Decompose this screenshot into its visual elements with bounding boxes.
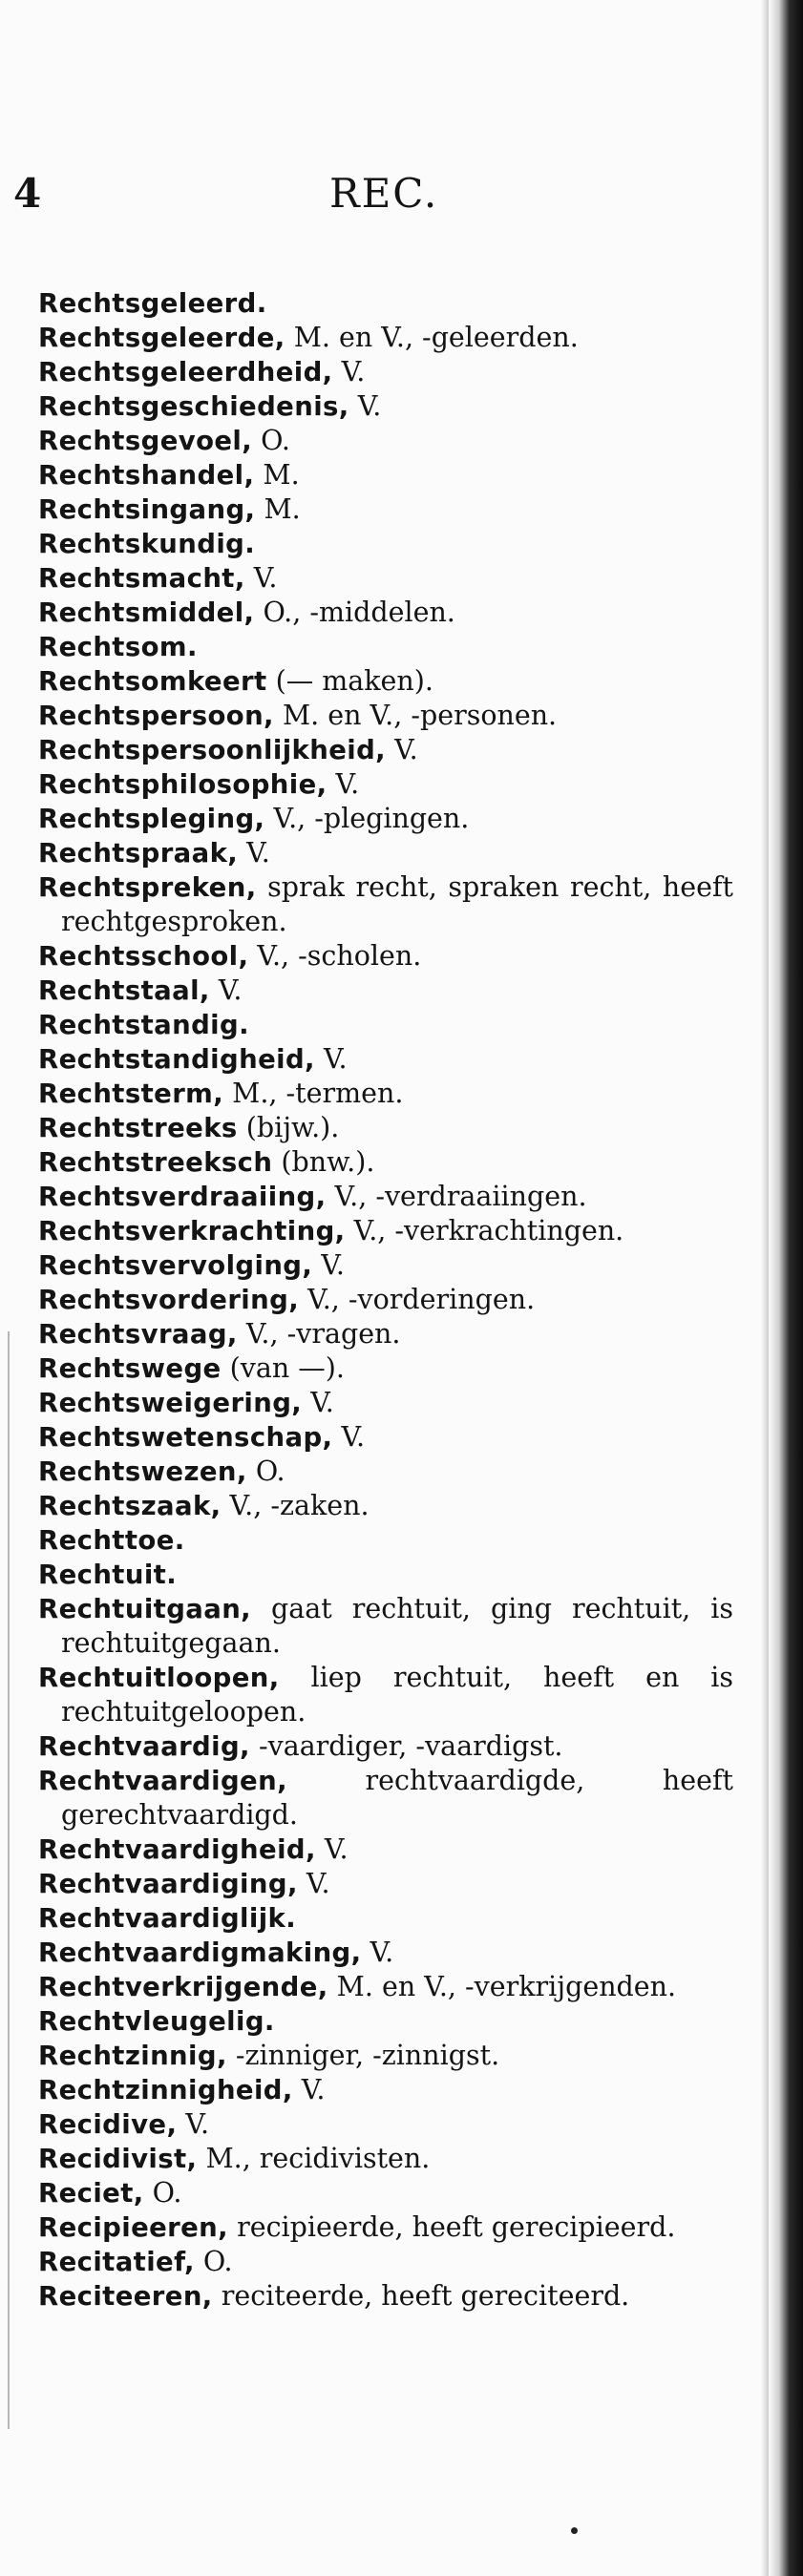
ink-speck xyxy=(571,2527,578,2534)
entry-definition: M. en V., -geleerden. xyxy=(285,322,579,353)
entry-headword: Recipieeren, xyxy=(38,2212,229,2243)
dictionary-entry xyxy=(38,1867,733,1901)
entry-definition: (— maken). xyxy=(266,665,433,697)
entry-headword: Rechtvaardiging, xyxy=(38,1869,298,1899)
dictionary-entry xyxy=(38,286,733,321)
dictionary-entry xyxy=(38,1833,733,1867)
entry-definition: gaat rechtuit, ging rechtuit, is rechtuitgegaan. xyxy=(61,1593,733,1659)
entry-definition: M., -termen. xyxy=(223,1078,404,1109)
page-number: 4 xyxy=(13,170,43,217)
dictionary-entry xyxy=(38,2039,733,2073)
entry-headword: Rechtvaardig, xyxy=(38,1731,250,1762)
entry-definition: (bnw.). xyxy=(272,1146,375,1178)
dictionary-entry xyxy=(38,1042,733,1077)
entry-headword: Rechtvaardigen, xyxy=(38,1766,287,1796)
entry-headword: Rechtstandig. xyxy=(38,1010,249,1040)
dictionary-entry xyxy=(38,2279,733,2314)
entry-definition: liep rechtuit, heeft en is rechtuitgeloopen. xyxy=(61,1662,733,1728)
entry-definition: O. xyxy=(194,2246,233,2277)
entry-headword: Rechtsverkrachting, xyxy=(38,1216,346,1246)
entry-headword: Rechtspraak, xyxy=(38,838,239,869)
entry-headword: Rechtstandigheid, xyxy=(38,1044,315,1075)
entry-definition: V. xyxy=(314,1043,348,1075)
dictionary-entry xyxy=(38,1111,733,1145)
entry-definition: M. en V., -verkrijgenden. xyxy=(328,1971,677,2002)
dictionary-entry xyxy=(38,2107,733,2142)
dictionary-entry xyxy=(38,492,733,527)
entry-definition: O. xyxy=(246,1456,285,1487)
entry-definition: V. xyxy=(349,390,382,422)
dictionary-entry xyxy=(38,2245,733,2279)
dictionary-entry xyxy=(38,1420,733,1455)
entry-headword: Rechtsvordering, xyxy=(38,1285,300,1315)
entry-headword: Rechtspleging, xyxy=(38,804,265,834)
dictionary-entry xyxy=(38,630,733,664)
dictionary-entry xyxy=(38,1592,733,1661)
dictionary-entry xyxy=(38,321,733,355)
dictionary-entry xyxy=(38,2142,733,2176)
entry-headword: Rechtsvervolging, xyxy=(38,1250,313,1281)
entry-headword: Rechtsweigering, xyxy=(38,1388,303,1418)
dictionary-entry xyxy=(38,1351,733,1386)
dictionary-entry xyxy=(38,836,733,870)
binding-edge xyxy=(769,0,803,2576)
entry-headword: Rechtvaardigmaking, xyxy=(38,1937,362,1968)
entry-definition: recipieerde, heeft gerecipieerd. xyxy=(228,2211,676,2243)
entry-definition: V. xyxy=(361,1937,394,1968)
dictionary-entry xyxy=(38,561,733,596)
entry-list xyxy=(38,286,733,2314)
dictionary-entry xyxy=(38,1317,733,1351)
entry-headword: Rechtspersoonlijkheid, xyxy=(38,735,387,765)
entry-definition: V., -verdraaiingen. xyxy=(326,1181,587,1212)
entry-definition: O. xyxy=(252,425,290,456)
entry-headword: Rechtuitloopen, xyxy=(38,1663,280,1693)
entry-definition: V., -verkrachtingen. xyxy=(345,1215,624,1246)
dictionary-entry xyxy=(38,1214,733,1248)
dictionary-entry xyxy=(38,1558,733,1592)
entry-headword: Rechtskundig. xyxy=(38,529,256,559)
entry-headword: Rechtstaal, xyxy=(38,975,210,1006)
entry-headword: Rechtvleugelig. xyxy=(38,2006,275,2037)
entry-definition: V. xyxy=(238,837,270,869)
entry-definition: reciteerde, heeft gereciteerd. xyxy=(212,2280,630,2312)
entry-definition: V., -zaken. xyxy=(221,1490,370,1521)
entry-definition: (bijw.). xyxy=(237,1112,340,1143)
dictionary-entry xyxy=(38,1901,733,1936)
entry-headword: Rechtshandel, xyxy=(38,460,255,491)
entry-definition: O. xyxy=(143,2177,182,2209)
entry-headword: Rechtsphilosophie, xyxy=(38,769,328,800)
entry-definition: V. xyxy=(297,1868,330,1899)
entry-headword: Rechtuitgaan, xyxy=(38,1594,252,1624)
dictionary-entry xyxy=(38,802,733,836)
dictionary-entry xyxy=(38,2176,733,2210)
entry-definition: M. en V., -personen. xyxy=(273,700,558,731)
entry-headword: Rechtuit. xyxy=(38,1560,178,1590)
entry-headword: Rechtsgeleerd. xyxy=(38,288,267,319)
entry-headword: Rechtvaardiglijk. xyxy=(38,1903,297,1934)
entry-definition: -zinniger, -zinnigst. xyxy=(226,2040,500,2071)
entry-definition: V., -plegingen. xyxy=(264,803,470,834)
entry-headword: Rechtvaardigheid, xyxy=(38,1834,316,1865)
entry-headword: Rechtsverdraaiing, xyxy=(38,1182,327,1212)
dictionary-entry xyxy=(38,1970,733,2004)
entry-definition: -vaardiger, -vaardigst. xyxy=(249,1730,563,1762)
entry-definition: V. xyxy=(292,2074,326,2105)
dictionary-entry xyxy=(38,1283,733,1317)
dictionary-entry xyxy=(38,767,733,802)
entry-headword: Rechtsmiddel, xyxy=(38,597,255,628)
entry-definition: V. xyxy=(327,768,360,800)
dictionary-entry xyxy=(38,2073,733,2107)
entry-definition: V. xyxy=(302,1387,334,1418)
entry-headword: Rechtsom. xyxy=(38,632,198,662)
entry-definition: V. xyxy=(386,734,418,765)
dictionary-entry xyxy=(38,733,733,767)
entry-headword: Rechtzinnigheid, xyxy=(38,2075,293,2105)
entry-definition: M. xyxy=(255,493,301,525)
entry-definition: V. xyxy=(332,1421,366,1453)
entry-headword: Reciet, xyxy=(38,2178,144,2209)
dictionary-entry xyxy=(38,1764,733,1833)
entry-definition: M. xyxy=(254,459,300,491)
entry-definition: rechtvaardigde, heeft gerechtvaardigd. xyxy=(61,1765,733,1831)
dictionary-entry xyxy=(38,1523,733,1558)
entry-headword: Rechtspersoon, xyxy=(38,701,274,731)
dictionary-entry xyxy=(38,664,733,699)
dictionary-entry xyxy=(38,527,733,561)
entry-headword: Rechtswege xyxy=(38,1353,222,1384)
dictionary-entry xyxy=(38,1248,733,1283)
entry-headword: Rechtsomkeert xyxy=(38,666,267,697)
dictionary-entry xyxy=(38,870,733,939)
entry-definition: (van —). xyxy=(221,1352,345,1384)
entry-headword: Rechtsgeschiedenis, xyxy=(38,391,349,422)
entry-headword: Rechtsterm, xyxy=(38,1079,224,1109)
dictionary-entry xyxy=(38,1145,733,1180)
entry-headword: Rechtswezen, xyxy=(38,1456,247,1487)
entry-definition: sprak recht, spraken recht, heeft rechtgesproken. xyxy=(61,871,733,937)
entry-headword: Rechtsgevoel, xyxy=(38,426,253,456)
entry-definition: V., -vragen. xyxy=(237,1318,401,1350)
dictionary-entry xyxy=(38,1936,733,1970)
entry-definition: V. xyxy=(332,356,366,387)
entry-definition: M., recidivisten. xyxy=(197,2143,431,2174)
entry-headword: Rechtstreeks xyxy=(38,1113,238,1143)
dictionary-entry xyxy=(38,1729,733,1764)
dictionary-entry xyxy=(38,1489,733,1523)
entry-headword: Recidivist, xyxy=(38,2144,198,2174)
dictionary-entry xyxy=(38,1455,733,1489)
dictionary-entry xyxy=(38,939,733,974)
entry-headword: Recidive, xyxy=(38,2109,178,2140)
entry-headword: Rechtsgeleerde, xyxy=(38,323,285,353)
entry-headword: Recitatief, xyxy=(38,2247,195,2277)
entry-headword: Rechtsmacht, xyxy=(38,563,245,594)
entry-definition: V. xyxy=(315,1833,349,1865)
dictionary-entry xyxy=(38,699,733,733)
entry-headword: Rechtstreeksch xyxy=(38,1147,273,1178)
entry-definition: V., -vorderingen. xyxy=(299,1284,536,1315)
dictionary-entry xyxy=(38,355,733,389)
entry-definition: V., -scholen. xyxy=(248,940,422,972)
dictionary-entry xyxy=(38,1180,733,1214)
dictionary-entry xyxy=(38,1661,733,1729)
entry-definition: V. xyxy=(177,2108,210,2140)
entry-headword: Rechtverkrijgende, xyxy=(38,1972,328,2002)
dictionary-entry xyxy=(38,974,733,1008)
entry-headword: Rechtsingang, xyxy=(38,494,256,525)
dictionary-entry xyxy=(38,1008,733,1042)
dictionary-entry xyxy=(38,596,733,630)
entry-definition: V. xyxy=(209,974,243,1006)
dictionary-entry xyxy=(38,2004,733,2039)
entry-headword: Rechtsvraag, xyxy=(38,1319,238,1350)
binding-shadow xyxy=(761,0,769,2576)
entry-headword: Rechtsgeleerdheid, xyxy=(38,357,333,387)
entry-definition: V. xyxy=(244,562,278,594)
entry-headword: Rechttoe. xyxy=(38,1525,185,1556)
dictionary-entry xyxy=(38,2210,733,2245)
entry-headword: Rechtszaak, xyxy=(38,1491,222,1521)
dictionary-entry xyxy=(38,389,733,424)
entry-headword: Rechtsschool, xyxy=(38,941,249,972)
entry-headword: Rechtswetenschap, xyxy=(38,1422,333,1453)
entry-definition: V. xyxy=(312,1249,345,1281)
dictionary-entry xyxy=(38,1077,733,1111)
entry-headword: Reciteeren, xyxy=(38,2281,213,2312)
margin-rule xyxy=(8,1331,10,2429)
dictionary-entry xyxy=(38,1386,733,1420)
running-head: REC. xyxy=(329,170,439,217)
dictionary-entry xyxy=(38,458,733,492)
entry-headword: Rechtspreken, xyxy=(38,872,257,903)
entry-definition: O., -middelen. xyxy=(254,597,455,628)
dictionary-entry xyxy=(38,424,733,458)
entry-headword: Rechtzinnig, xyxy=(38,2041,227,2071)
